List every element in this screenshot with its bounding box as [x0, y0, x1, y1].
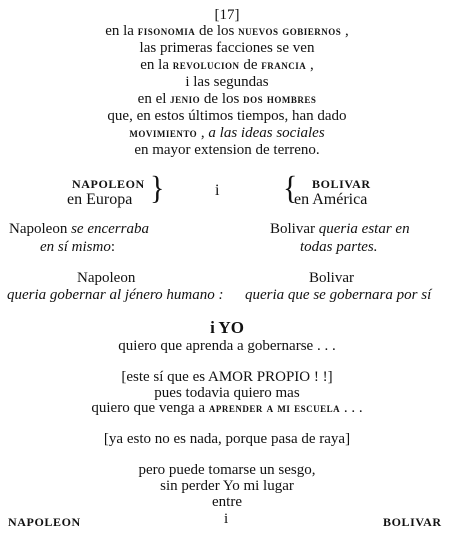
footer-bolivar: BOLIVAR [383, 515, 442, 529]
napoleon-place: en Europa [67, 191, 133, 208]
bolivar-everywhere-line: todas partes. [300, 239, 378, 255]
bolivar-name: Bolivar [309, 270, 354, 286]
closing-line: entre [212, 494, 242, 510]
bolivar-govern-text: queria que se gobernara por sí [245, 287, 432, 303]
intro-line: i las segundas [185, 74, 269, 90]
closing-line: pero puede tomarse un sesgo, [138, 462, 316, 478]
bolivar-place: en América [294, 191, 368, 208]
intro-line: en mayor extension de terreno. [134, 142, 320, 158]
intro-line: que, en estos últimos tiempos, han dado [107, 108, 347, 124]
conjunction-i: i [215, 182, 220, 199]
napoleon-name: Napoleon [77, 270, 136, 286]
closing-line: [este sí que es AMOR PROPIO ! !] [121, 369, 333, 385]
napoleon-enclosure-line: Napoleon se encerraba [9, 221, 149, 237]
closing-line: sin perder Yo mi lugar [160, 478, 294, 494]
napoleon-enclosure-line: en sí mismo: [40, 239, 116, 255]
closing-line: quiero que aprenda a gobernarse . . . [118, 338, 336, 354]
i-yo-heading: i YO [210, 318, 244, 337]
closing-line: pues todavia quiero mas [154, 385, 300, 401]
footer-conjunction: i [224, 511, 229, 527]
footer-napoleon: NAPOLEON [8, 515, 81, 529]
right-brace-glyph: } [150, 169, 165, 207]
bolivar-everywhere-line: Bolivar queria estar en [270, 221, 410, 237]
napoleon-label: NAPOLEON [72, 177, 145, 191]
intro-line: movimiento , a las ideas sociales [129, 125, 325, 141]
intro-line: en la fisonomia de los nuevos gobiernos , [105, 23, 349, 39]
left-brace-glyph: { [283, 169, 298, 207]
intro-line: en el jenio de los dos hombres [137, 91, 317, 107]
intro-line: las primeras facciones se ven [139, 40, 315, 56]
page-number: [17] [214, 7, 240, 23]
closing-line: quiero que venga a aprender a mi escuela . . . [91, 400, 363, 416]
bolivar-label: BOLIVAR [312, 177, 371, 191]
intro-line: en la revolucion de francia , [140, 57, 314, 73]
napoleon-govern-text: queria gobernar al jénero humano : [7, 287, 224, 303]
closing-line: [ya esto no es nada, porque pasa de raya] [103, 431, 351, 447]
